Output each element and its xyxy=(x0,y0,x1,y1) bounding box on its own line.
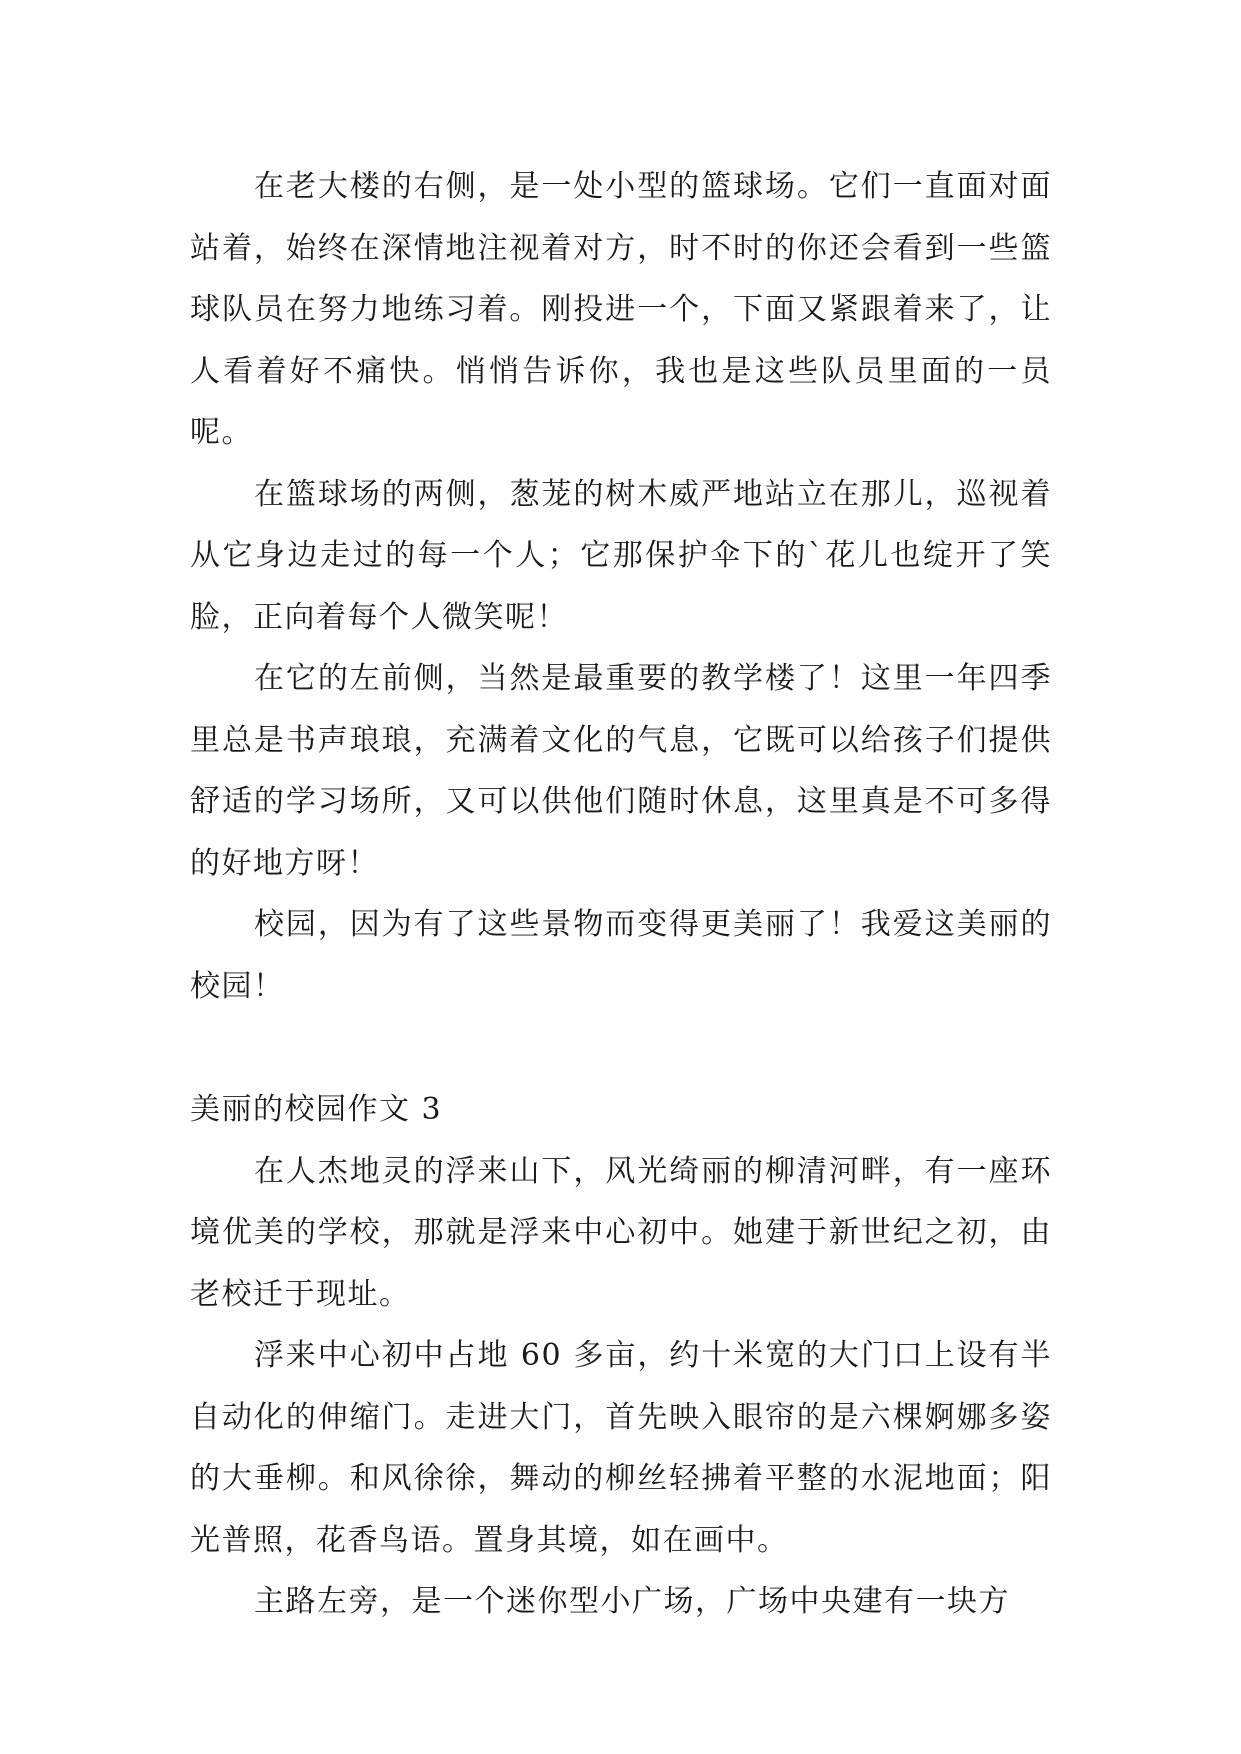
paragraph: 主路左旁，是一个迷你型小广场，广场中央建有一块方 xyxy=(254,1584,1010,1619)
paragraph: 在篮球场的两侧，葱茏的树木威严地站立在那儿，巡视着从它身边走过的每一个人；它那保护伞下的`花儿也绽开了笑脸，正向着每个人微笑呢！ xyxy=(190,476,1052,635)
essay-heading: 美丽的校园作文 3 xyxy=(190,1092,443,1127)
paragraph: 校园，因为有了这些景物而变得更美丽了！我爱这美丽的校园！ xyxy=(190,907,1052,1004)
paragraph: 在人杰地灵的浮来山下，风光绮丽的柳清河畔，有一座环境优美的学校，那就是浮来中心初中。她建于新世纪之初，由老校迁于现址。 xyxy=(190,1153,1052,1312)
paragraph: 在它的左前侧，当然是最重要的教学楼了！这里一年四季里总是书声琅琅，充满着文化的气息，它既可以给孩子们提供舒适的学习场所，又可以供他们随时休息，这里真是不可多得的好地方呀！ xyxy=(190,661,1052,881)
paragraph: 在老大楼的右侧，是一处小型的篮球场。它们一直面对面站着，始终在深情地注视着对方，时不时的你还会看到一些篮球队员在努力地练习着。刚投进一个，下面又紧跟着来了，让人看着好不痛快。悄悄告诉你，我也是这些队员里面的一员呢。 xyxy=(190,169,1052,450)
document-page xyxy=(190,156,1052,1633)
paragraph: 浮来中心初中占地 60 多亩，约十米宽的大门口上设有半自动化的伸缩门。走进大门，首先映入眼帘的是六棵婀娜多姿的大垂柳。和风徐徐，舞动的柳丝轻拂着平整的水泥地面；阳光普照，花香鸟语。置身其境，如在画中。 xyxy=(190,1338,1052,1558)
